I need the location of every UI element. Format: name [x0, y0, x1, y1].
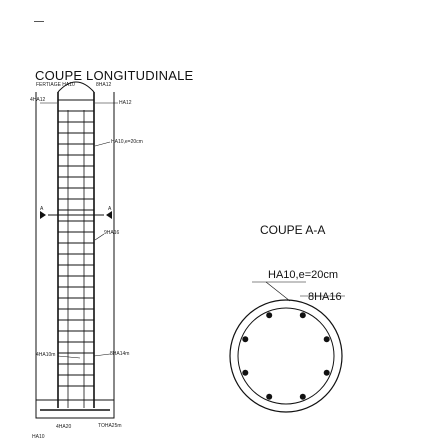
rebar-dot [300, 394, 306, 400]
section-mark-right: A [108, 206, 112, 212]
section-arrow-right [106, 211, 112, 219]
rebar-dot [266, 394, 272, 400]
foot-block [36, 400, 114, 418]
rebar-dot [300, 312, 306, 318]
leader-stirrup-bend [266, 282, 290, 301]
longitudinal-section [36, 82, 114, 418]
rebar-dot [324, 336, 330, 342]
ties-group [58, 100, 94, 386]
label-right-lower: 9HA16 [104, 230, 120, 236]
label-foot-left: HA10 [32, 434, 45, 440]
rebars-group [242, 312, 329, 399]
cross-section [230, 223, 345, 412]
label-foot-right: TOHA25m [98, 423, 122, 429]
rebar-dot [324, 370, 330, 376]
stirrup-ring [238, 308, 334, 404]
rebar-dot [242, 370, 248, 376]
bars-label: 8HA16 [308, 291, 342, 303]
label-top-left: FERTIAGE HA10 [36, 82, 75, 88]
rebar-dot [242, 336, 248, 342]
page-title: COUPE LONGITUDINALE [35, 68, 194, 83]
section-arrow-left [40, 211, 46, 219]
stirrup-label: HA10,e=20cm [268, 269, 339, 281]
section-outline [230, 300, 342, 412]
label-right-bottom: 8HA14m [110, 351, 130, 357]
label-right-upper: HA12 [119, 100, 132, 106]
section-mark-left: A [40, 206, 44, 212]
label-top-right: 8HA12 [96, 82, 112, 88]
label-left-bottom: 4HA10m [36, 352, 56, 358]
rebar-dot [266, 312, 272, 318]
label-foot-mid: 4HA20 [56, 424, 72, 430]
label-left-upper: 4HA12 [30, 97, 46, 103]
section-title: COUPE A-A [260, 223, 326, 237]
label-right-mid: HA10,e=20cm [111, 139, 143, 145]
